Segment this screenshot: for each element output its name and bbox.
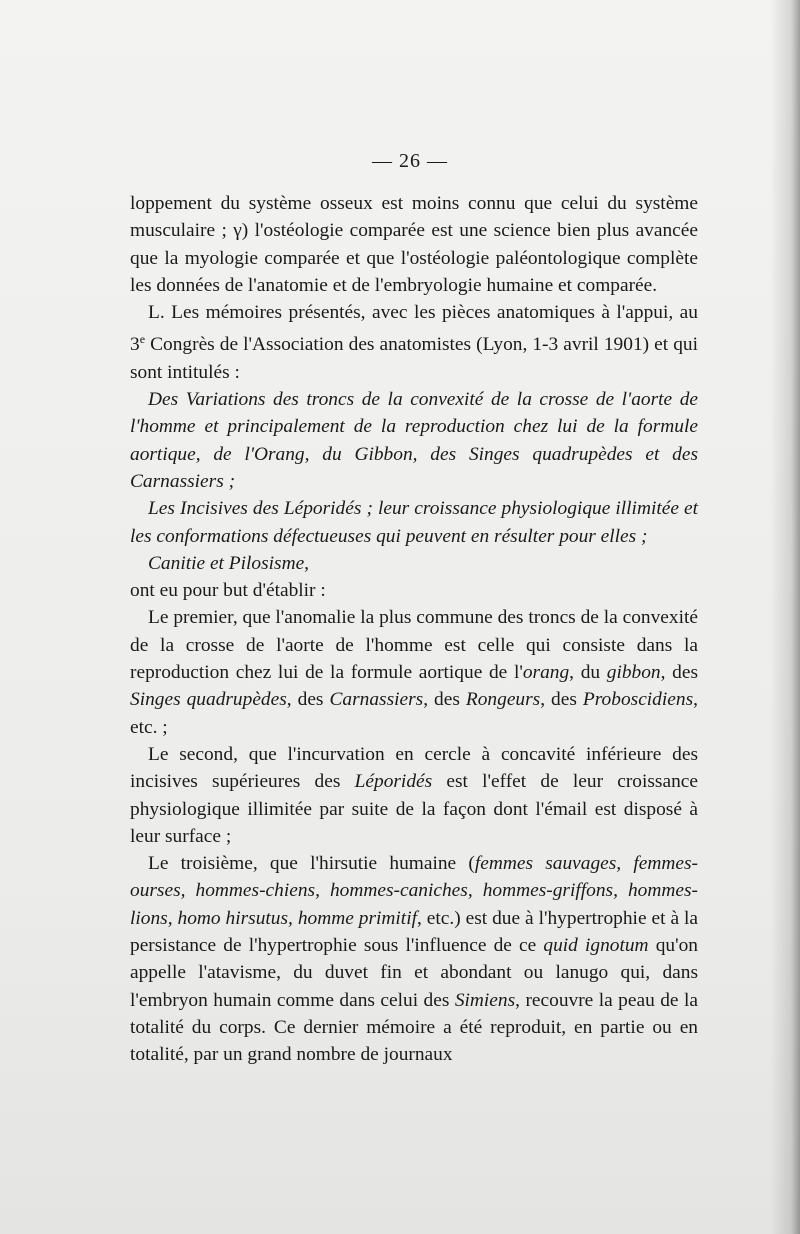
first-gibbon: gibbon <box>606 662 661 684</box>
memoir-title-1-text: Des Variations des troncs de la convexité de la crosse de l'aorte de l'homme et principalement de la reproduction chez lui de la formule aortique, de l'Orang, du Gibbon, des Singes quadrupèdes et des Carnassiers ; <box>130 389 698 492</box>
first-rongeurs: Rongeurs <box>465 689 541 711</box>
third-simiens: Simiens <box>454 989 516 1011</box>
third-text-c: qu'on appelle l'atavisme, du duvet fin et abondant ou lanugo qui, dans l'embryon humain comme dans celui des <box>130 935 698 1011</box>
paragraph-continuation: loppement du système osseux est moins connu que celui du système musculaire ; γ) l'ostéologie comparée est une science bien plus avancée que la myologie comparée et que l'ostéologie paléontologique complète les données de l'anatomie et de l'embryologie humaine et comparée. <box>130 193 698 296</box>
first-orang: orang <box>522 662 570 684</box>
memoir-title-3-text: Canitie et Pilosisme, <box>148 552 310 574</box>
memoir-title-2 <box>130 495 698 550</box>
third-quid: quid ignotum <box>543 935 649 957</box>
page-edge-shadow <box>770 0 800 1234</box>
memoires-text-a: L. Les mémoires présentés, avec les pièces anatomiques à l'appui, au 3 <box>130 302 698 356</box>
first-text-a: Le premier, que l'anomalie la plus commune des troncs de la convexité de la crosse de l'aorte de l'homme est celle qui consiste dans la reproduction chez lui de la formule aortique de l' <box>130 607 698 684</box>
memoir-title-1 <box>130 386 698 495</box>
paragraph-second <box>130 741 698 850</box>
first-text-c: , des <box>660 662 699 684</box>
paragraph-first <box>130 604 698 740</box>
memoir-title-3 <box>130 550 698 577</box>
second-text-a: Le second, que l'incurvation en cercle à concavité inférieure des incisives supérieures des <box>130 743 698 793</box>
paragraph-third <box>130 850 698 1068</box>
first-text-d: , des <box>286 689 330 711</box>
third-text-a: Le troisième, que l'hirsutie humaine ( <box>148 853 475 875</box>
superscript-e: e <box>139 332 146 347</box>
third-text-b: , etc.) est due à l'hypertrophie et à la persistance de l'hypertrophie sous l'influence de ce <box>130 907 698 957</box>
first-singes: Singes quadrupèdes <box>130 689 287 711</box>
first-text-g: , etc. ; <box>130 689 698 738</box>
goal-line: ont eu pour but d'établir : <box>130 580 326 602</box>
first-carnassiers: Carnassiers <box>329 689 424 711</box>
first-text-f: , des <box>540 689 583 711</box>
memoir-title-2-text: Les Incisives des Léporidés ; leur croissance physiologique illimitée et les conformations défectueuses qui peuvent en résulter pour elles ; <box>130 498 698 547</box>
second-leporides: Léporidés <box>354 771 433 793</box>
body-text <box>130 190 698 1069</box>
second-text-b: est l'effet de leur croissance physiologique illimitée par suite de la façon dont l'émail est disposé à leur surface ; <box>130 771 698 847</box>
paragraph-memoires <box>130 299 698 386</box>
third-list: femmes sauvages, femmes-ourses, hommes-chiens, hommes-caniches, hommes-griffons, hommes-lions, homo hirsutus, homme primitif <box>130 853 698 929</box>
memoires-text-b: Congrès de l'Association des anatomistes (Lyon, 1-3 avril 1901) et qui sont intitulés : <box>130 334 698 383</box>
first-proboscidiens: Proboscidiens <box>582 689 694 711</box>
first-text-b: , du <box>569 662 607 684</box>
first-text-e: , des <box>423 689 466 711</box>
page-number: — 26 — <box>372 150 448 172</box>
third-text-d: , recouvre la peau de la totalité du corps. Ce dernier mémoire a été reproduit, en partie ou en totalité, par un grand nombre de journaux <box>130 989 698 1066</box>
